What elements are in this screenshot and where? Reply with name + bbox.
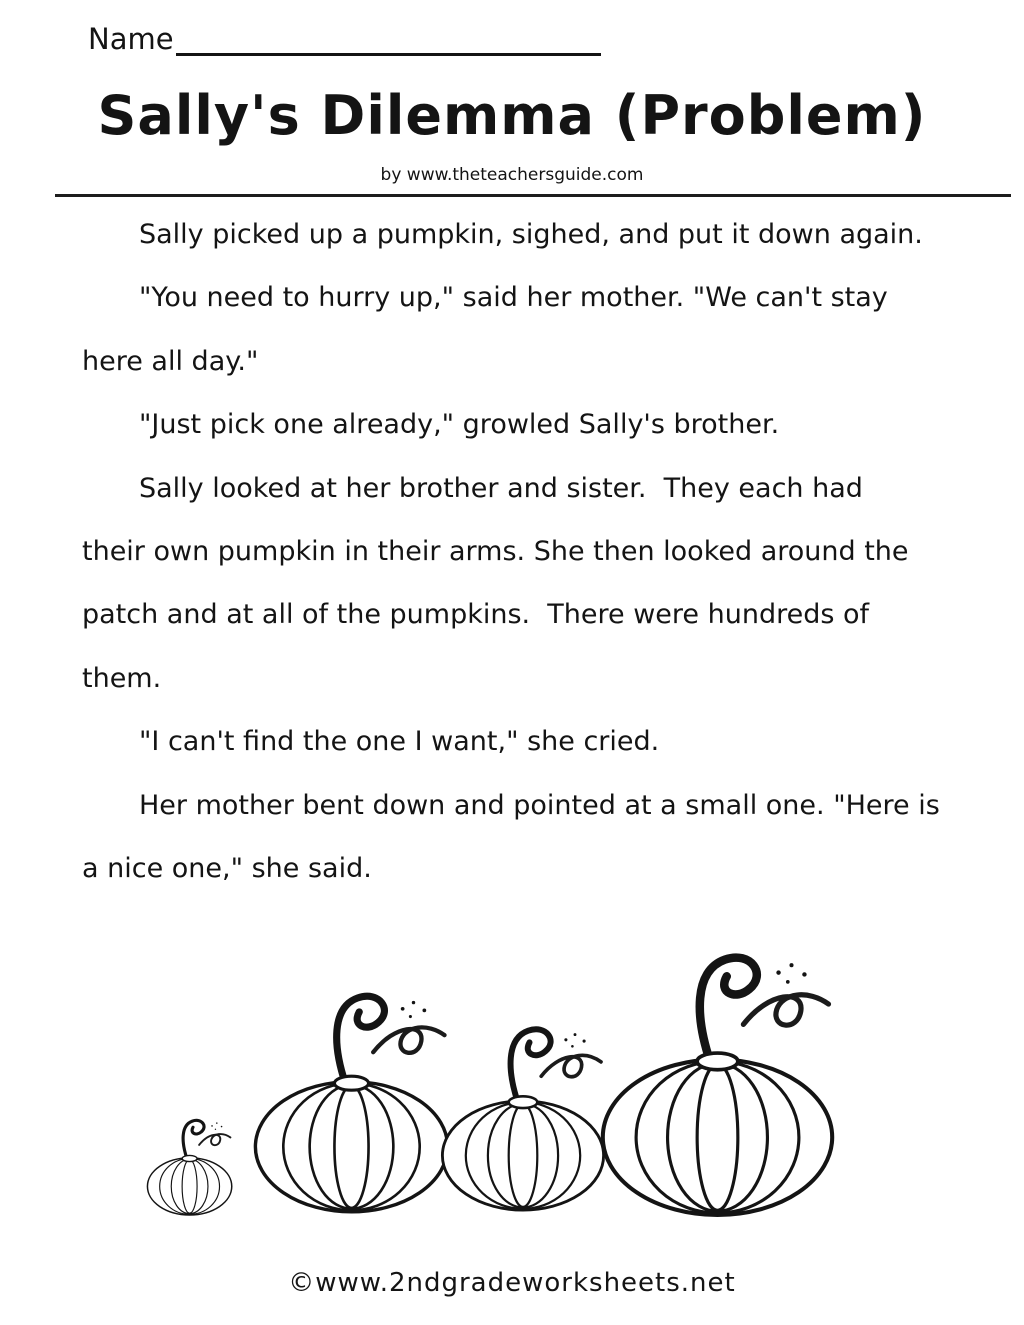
title-divider [55, 194, 1011, 197]
pumpkin-medium-large [255, 996, 447, 1212]
footer-credit: ©www.2ndgradeworksheets.net [288, 1268, 736, 1298]
story-line: Sally looked at her brother and sister. They each had [139, 472, 863, 504]
name-blank-line [176, 23, 601, 56]
story-line: their own pumpkin in their arms. She then looked around the [82, 535, 909, 567]
story-line: a nice one," she said. [82, 852, 372, 884]
story-line: "You need to hurry up," said her mother. "We can't stay [139, 282, 888, 314]
story-line: patch and at all of the pumpkins. There were hundreds of [82, 599, 870, 631]
name-label: Name [88, 22, 174, 56]
story-passage [82, 203, 994, 900]
name-row [88, 22, 601, 56]
story-line: Sally picked up a pumpkin, sighed, and put it down again. [139, 219, 923, 250]
pumpkin-patch-illustration [120, 940, 910, 1240]
worksheet-title: Sally's Dilemma (Problem) [97, 84, 927, 147]
pumpkin-medium [442, 1029, 603, 1210]
story-line: "I can't find the one I want," she cried. [139, 726, 660, 758]
pumpkin-large [603, 958, 832, 1215]
worksheet-byline: by www.theteachersguide.com [380, 165, 644, 185]
story-line: "Just pick one already," growled Sally's brother. [139, 409, 780, 441]
story-line: here all day." [82, 345, 259, 377]
story-line: them. [82, 662, 162, 694]
story-line: Her mother bent down and pointed at a small one. "Here is [139, 789, 940, 821]
pumpkin-small [147, 1120, 231, 1215]
